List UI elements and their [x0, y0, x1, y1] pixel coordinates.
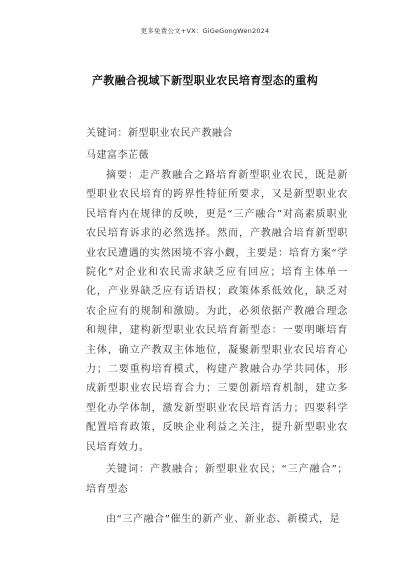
document-title: 产教融合视域下新型职业农民培育型态的重构 — [92, 74, 318, 87]
keywords-line: 关键词：新型职业农民产教融合 — [86, 128, 233, 139]
intro-paragraph: 由“三产融合”催生的新产业、新业态、新模式，是 — [106, 513, 341, 525]
header-note: 更多免费公文+VX：GiGeGongWen2024 — [140, 27, 270, 35]
authors-line: 马建富李芷薇 — [86, 150, 149, 161]
keywords-paragraph: 关键词：产教融合；新型职业农民；“三产融合”；培育型态 — [86, 464, 348, 495]
abstract-paragraph: 摘要：走产教融合之路培育新型职业农民，既是新型职业农民培育的跨界性特征所要求，又是新型职业农民培育内在规律的反映，更是“三产融合”对高素质职业农民培育诉求的必然选择。然而，产教融合培育新型职业农民遭遇的实然困境不容小觑，主要是：培育方案“学院化”对企业和农民需求缺乏应有回应；培育主体单一化，产业界缺乏应有话语权；政策体系低效化，缺乏对农企应有的规制和激励。为此，必须依据产教融合理念和规律，建构新型职业农民培育新型态：一要明晰培育主体，确立产教双主体地位，凝聚新型职业农民培育心力；二要重构培育模式，构建产教融合办学共同体，形成新型职业农民培育合力；三要创新培育机制，建立多型化办学体制，激发新型职业农民培育活力；四要科学配置培育政策，反映企业利益之关注，提升新型职业农民培育效力。 — [86, 170, 348, 453]
document-body — [86, 166, 348, 529]
